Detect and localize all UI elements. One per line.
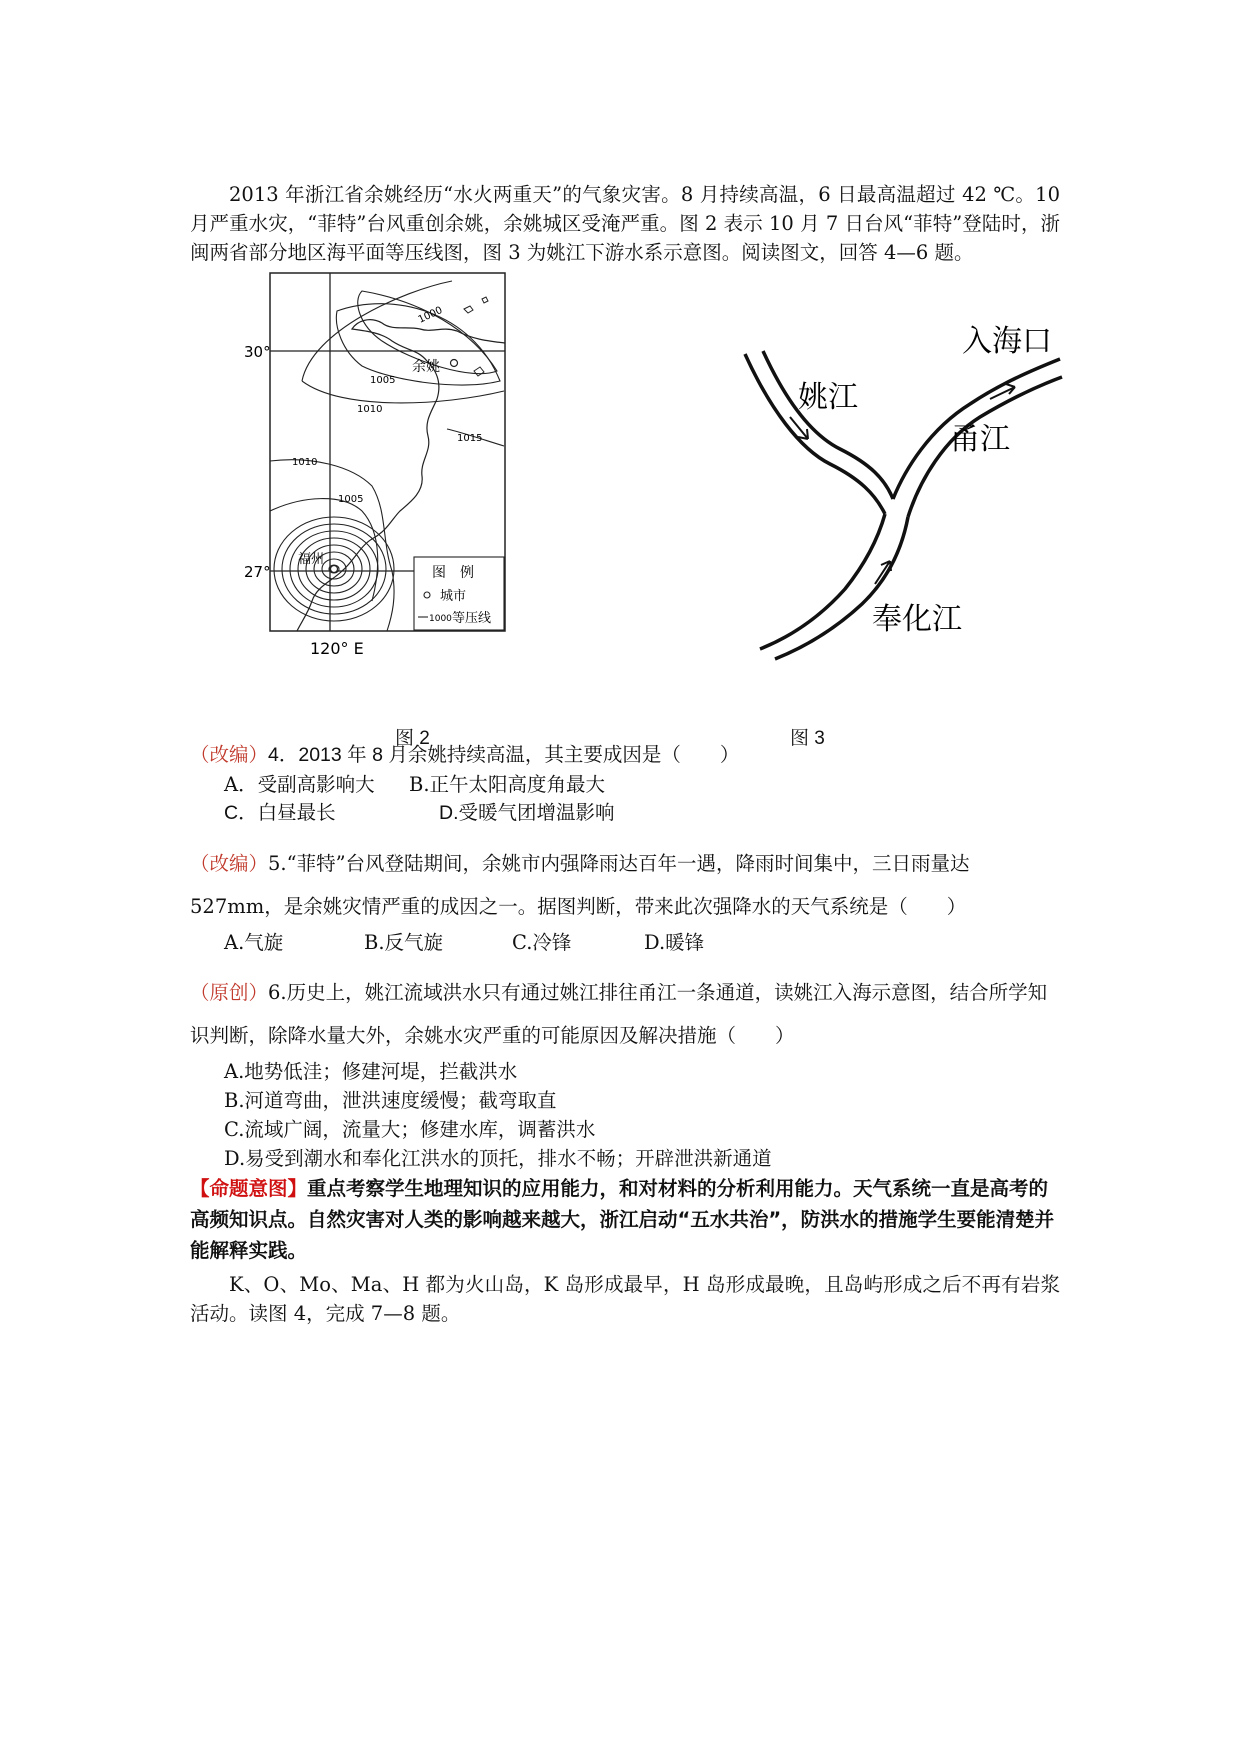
question-4-text: 4．2013 年 8 月余姚持续高温，其主要成因是（ ） [268, 744, 740, 766]
question-4-option-d: D.受暖气团增温影响 [439, 802, 615, 824]
island-b [482, 297, 488, 303]
question-5-tag: （改编） [190, 852, 269, 875]
next-section-intro: K、O、Mo、Ma、H 都为火山岛，K 岛形成最早，H 岛形成最晚，且岛屿形成之后不再有岩浆活动。读图 4，完成 7—8 题。 [190, 1273, 1060, 1325]
question-intent [190, 1173, 1060, 1266]
question-4-tag: （改编） [190, 744, 269, 766]
city-marker-fuzhou [331, 566, 338, 573]
isobar-label-1000: 1000 [416, 304, 445, 326]
intro-paragraph: 2013 年浙江省余姚经历“水火两重天”的气象灾害。8 月持续高温，6 日最高温超过 42 ℃。10 月严重水灾，“菲特”台风重创余姚，余姚城区受淹严重。图 2 表示 10 月 7 日台风“菲特”登陆时，浙闽两省部分地区海平面等压线图，图 3 为姚江下游水系示意图。阅读图文，回答 4—6 题。 [190, 183, 1060, 264]
question-6-stem [190, 971, 1060, 1057]
figure-3-caption: 图 3 [790, 728, 825, 749]
legend-isobar-label: 等压线 [452, 611, 492, 626]
legend-city-marker [424, 592, 430, 598]
island-c [474, 367, 484, 376]
question-6-option-c: C.流域广阔，流量大；修建水库，调蓄洪水 [224, 1118, 596, 1141]
label-yongjiang: 甬江 [950, 422, 1010, 457]
question-5-option-b: B.反气旋 [364, 931, 444, 954]
lon-120-label: 120° E [310, 639, 364, 658]
question-5-text: 5.“菲特”台风登陆期间，余姚市内强降雨达百年一遇，降雨时间集中，三日雨量达 527mm，是余姚灾情严重的成因之一。据图判断，带来此次强降水的天气系统是（ ） [190, 852, 970, 918]
question-6-option-b: B.河道弯曲，泄洪速度缓慢；截弯取直 [224, 1089, 557, 1112]
island-a [464, 306, 473, 313]
question-4-option-b: B.正午太阳高度角最大 [409, 773, 606, 796]
question-5-stem [190, 842, 1060, 928]
fenghua-bank-outer [760, 514, 885, 649]
question-4-option-a: A．受副高影响大 [224, 773, 375, 796]
yaojiang-bank-inner [763, 351, 893, 499]
city-label-fuzhou: 福州 [298, 552, 325, 567]
isobar-label-1005a: 1005 [370, 375, 396, 386]
label-yaojiang: 姚江 [798, 380, 858, 415]
lat-30-label: 30° [244, 343, 271, 361]
question-6-option-d: D.易受到潮水和奉化江洪水的顶托，排水不畅；开辟泄洪新通道 [224, 1147, 772, 1170]
figures-row [190, 271, 1060, 751]
question-5-options [190, 928, 1060, 957]
figure-2-caption: 图 2 [395, 728, 430, 749]
question-5-option-c: C.冷锋 [512, 931, 572, 954]
fenghua-bank-inner [775, 517, 908, 659]
question-5-option-d: D.暖锋 [644, 931, 705, 954]
intent-text: 重点考察学生地理知识的应用能力，和对材料的分析利用能力。天气系统一直是高考的高频知识点。自然灾害对人类的影响越来越大，浙江启动“五水共治”，防洪水的措施学生要能清楚并能解释实践。 [190, 1177, 1055, 1262]
isobar-label-1015: 1015 [457, 433, 483, 444]
question-6-tag: （原创） [190, 981, 269, 1004]
intent-tag: 【命题意图】 [190, 1177, 308, 1200]
question-4-options-row-2 [190, 799, 1060, 828]
isobar-label-1010b: 1010 [292, 457, 318, 468]
yaojiang-bank-outer [745, 354, 885, 514]
city-label-yuyao: 余姚 [412, 359, 440, 375]
legend-isobar-value: 1000 [429, 614, 452, 624]
question-5-option-a: A.气旋 [224, 931, 284, 954]
legend-city-label: 城市 [440, 589, 467, 604]
question-4-option-c: C．白昼最长 [224, 802, 336, 824]
question-4-options-row-1 [190, 770, 1060, 799]
question-6-option-a: A.地势低洼；修建河堤，拦截洪水 [224, 1060, 518, 1083]
lat-27-label: 27° [244, 563, 271, 581]
label-fenghuajiang: 奉化江 [872, 602, 962, 637]
legend-title: 图 例 [432, 565, 474, 581]
isobar-label-1005b: 1005 [338, 494, 364, 505]
isobar-label-1010a: 1010 [357, 404, 383, 415]
river-diagram [650, 299, 1070, 679]
label-river-mouth: 入海口 [962, 324, 1052, 359]
document-page [190, 180, 1060, 1328]
city-marker-yuyao [451, 360, 458, 367]
question-6-text: 6.历史上，姚江流域洪水只有通过姚江排往甬江一条通道，读姚江入海示意图，结合所学知识判断，除降水量大外，余姚水灾严重的可能原因及解决措施（ ） [190, 981, 1048, 1047]
